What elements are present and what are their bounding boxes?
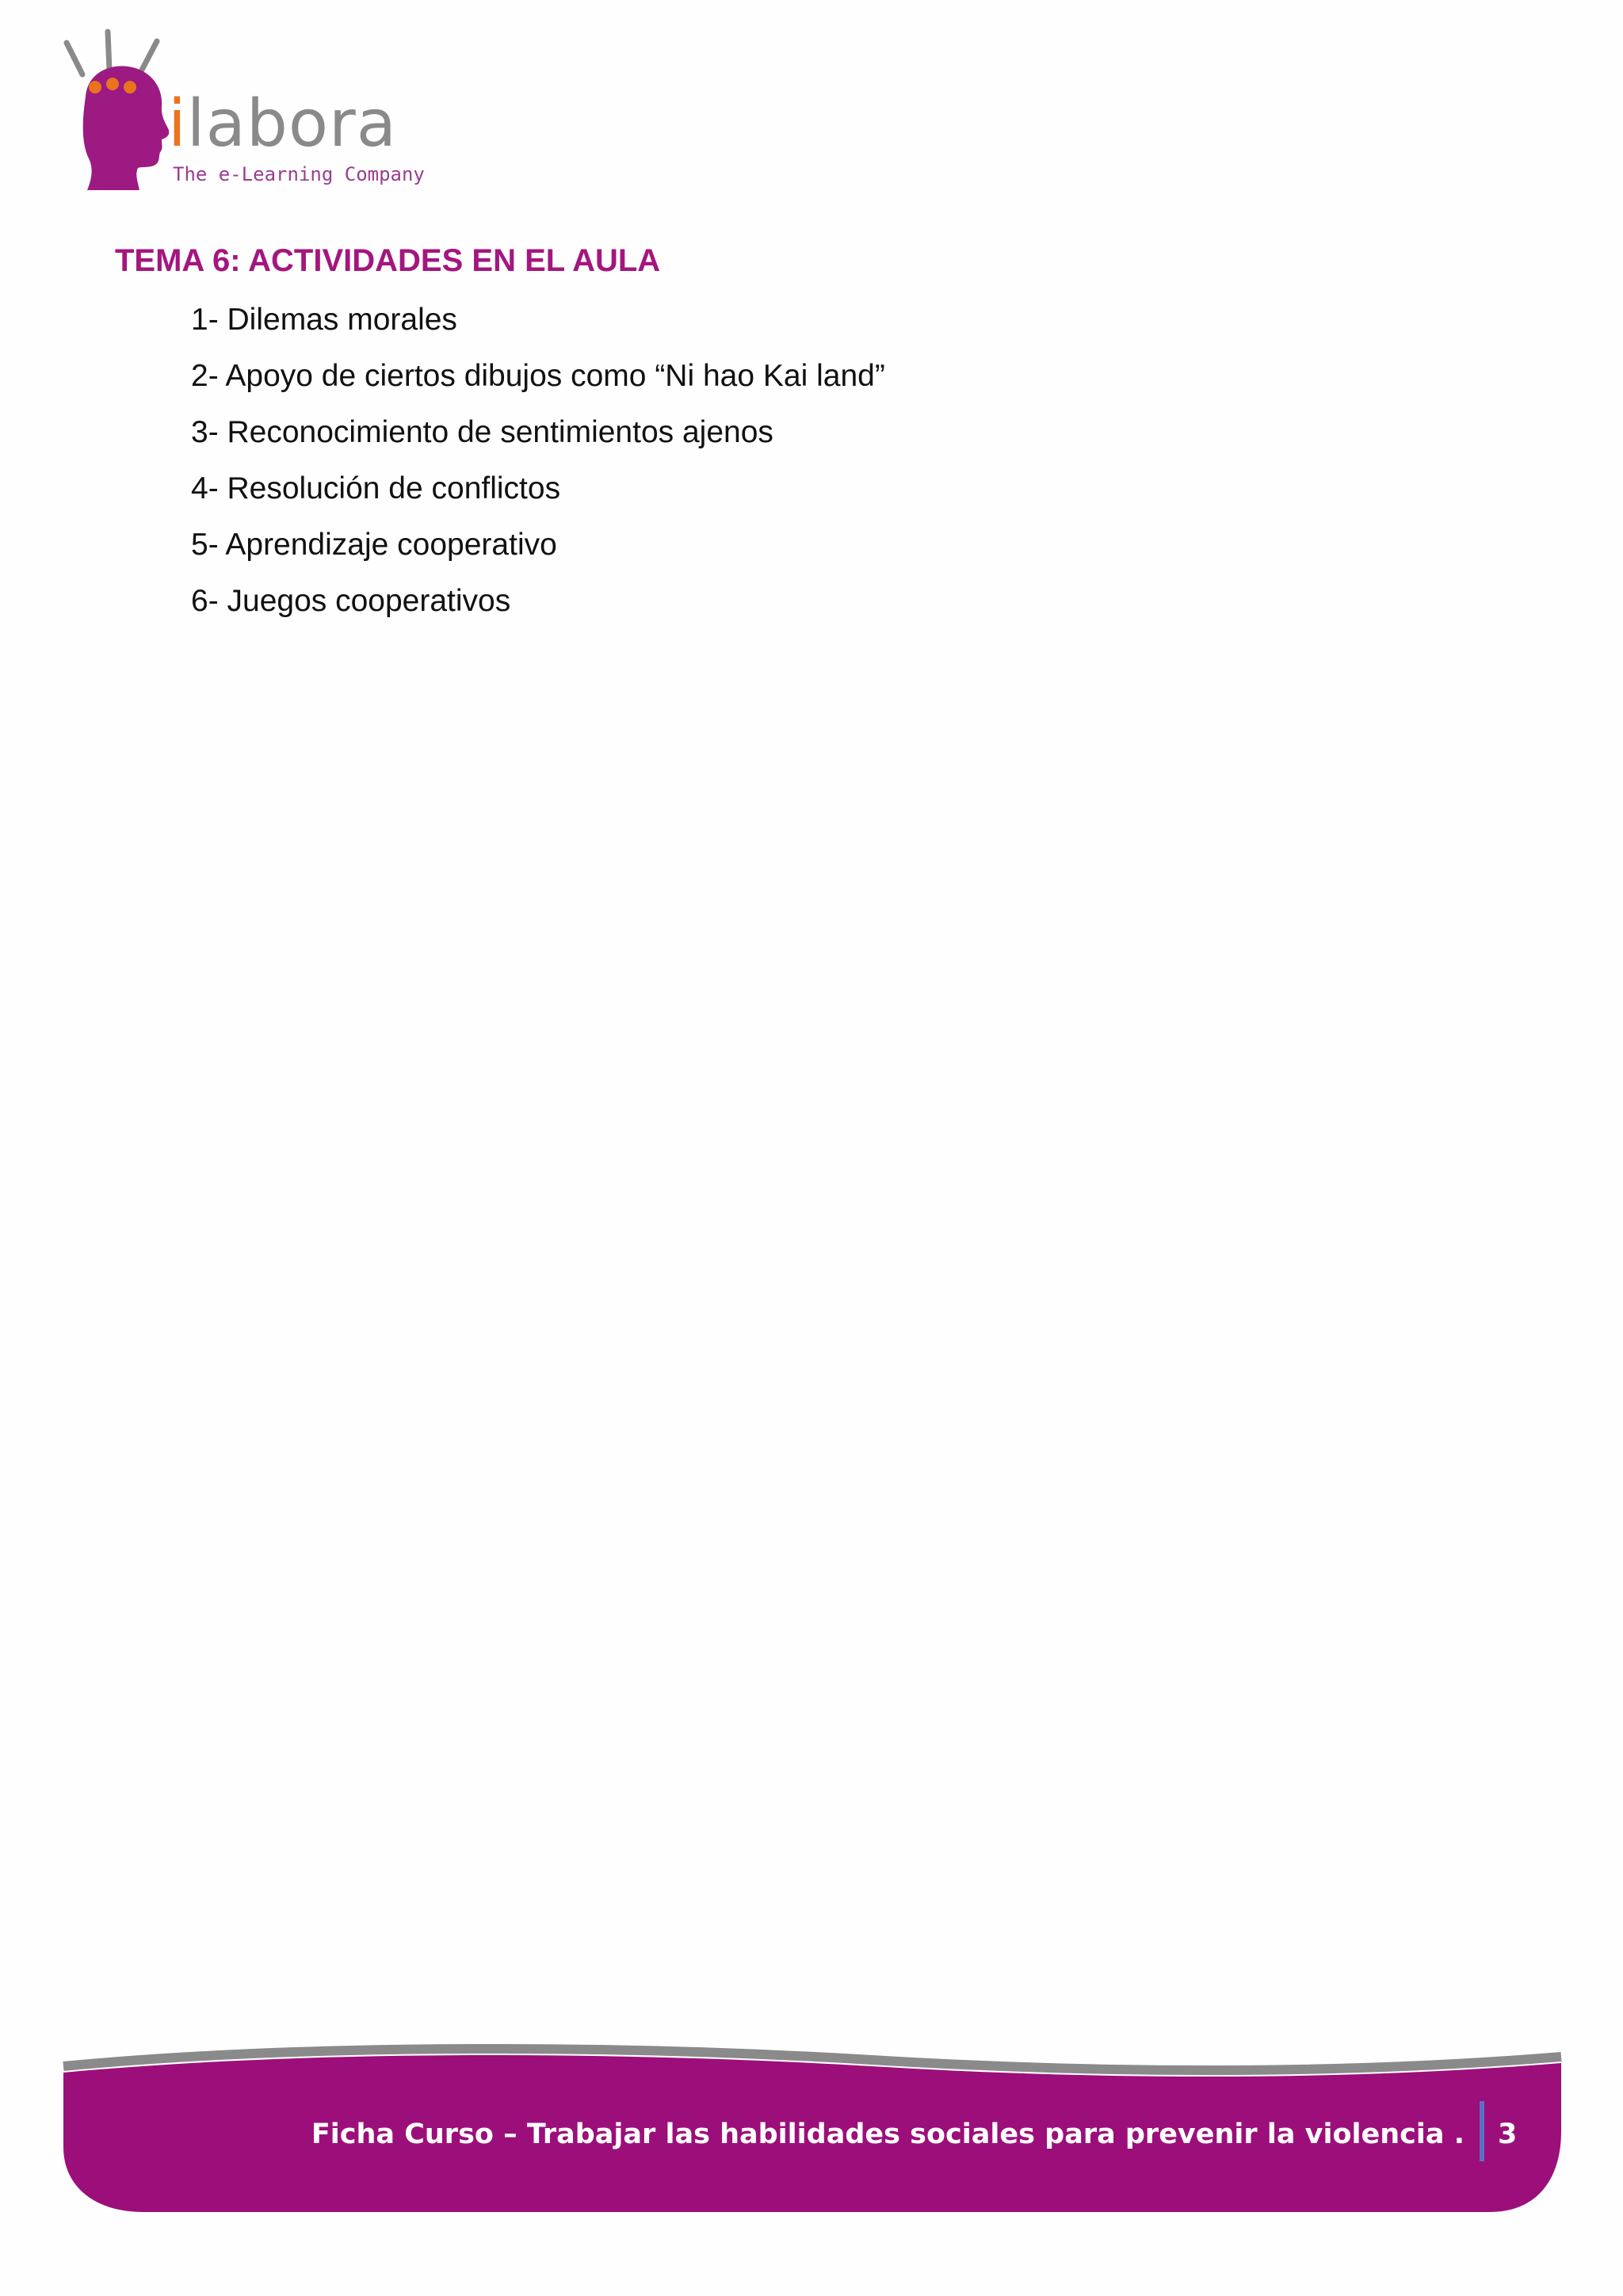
logo-wordmark xyxy=(168,86,398,162)
ilabora-logo xyxy=(55,24,425,198)
list-item: 3- Reconocimiento de sentimientos ajenos xyxy=(191,415,773,449)
footer-separator xyxy=(1480,2101,1484,2161)
list-item: 5- Aprendizaje cooperativo xyxy=(191,528,557,562)
footer-course-title: Ficha Curso – Trabajar las habilidades sociales para prevenir la violencia . xyxy=(311,2119,1465,2150)
topic-title: TEMA 6: ACTIVIDADES EN EL AULA xyxy=(115,243,661,278)
list-item: 1- Dilemas morales xyxy=(191,303,457,337)
logo-tagline: The e-Learning Company xyxy=(173,163,425,185)
list-item: 4- Resolución de conflictos xyxy=(191,471,561,505)
list-item: 6- Juegos cooperativos xyxy=(191,584,511,618)
logo-wordmark-i: i xyxy=(168,86,187,162)
page-number: 3 xyxy=(1498,2119,1518,2150)
logo-wordmark-rest: labora xyxy=(186,86,398,162)
topic-list xyxy=(191,299,885,637)
list-item: 2- Apoyo de ciertos dibujos como “Ni hao Kai land” xyxy=(191,359,885,393)
